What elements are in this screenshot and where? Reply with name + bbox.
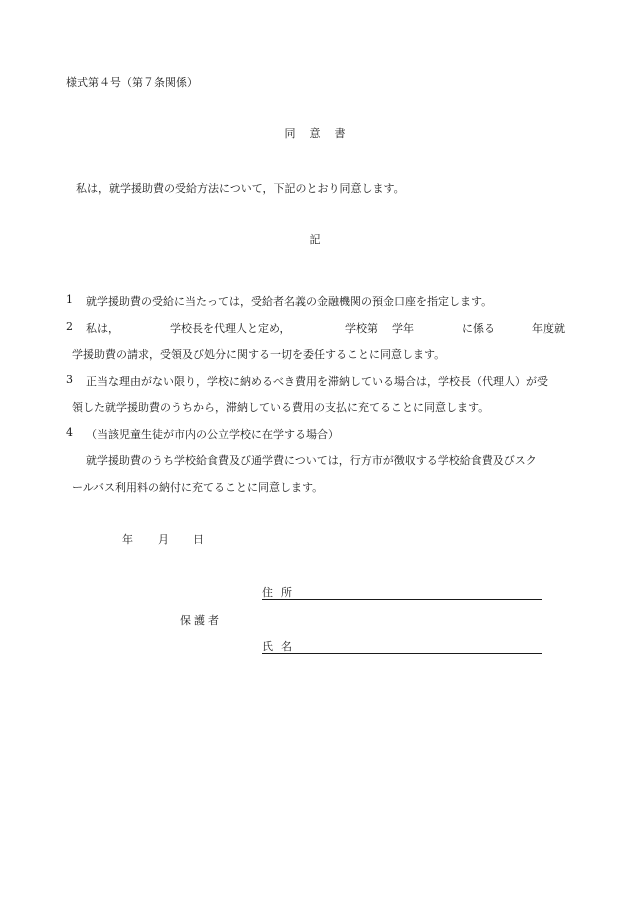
ki-heading: 記 [309, 233, 321, 246]
guardian-label: 保護者 [180, 614, 222, 627]
name-label: 氏名 [262, 640, 300, 653]
item-4-number: 4 [66, 426, 73, 439]
item-3-text-cont: 領した就学援助費のうちから，滞納している費用の支払に充てることに同意します。 [72, 401, 490, 414]
item-2-text-cont: 学援助費の請求，受領及び処分に関する一切を委任することに同意します。 [72, 348, 446, 361]
item-4-condition: （当該児童生徒が市内の公立学校に在学する場合） [86, 428, 339, 441]
address-label: 住所 [262, 586, 300, 599]
item-4-text: 就学援助費のうち学校給食費及び通学費については，行方市が徴収する学校給食費及びスク [86, 454, 537, 467]
address-field[interactable] [262, 584, 542, 600]
item-1-text: 就学援助費の受給に当たっては，受給者名義の金融機関の預金口座を指定します。 [86, 295, 493, 308]
item-2-text-f: 年度就 [532, 322, 565, 335]
item-2-text-d: 学年 [392, 322, 414, 335]
item-2-number: 2 [66, 320, 73, 333]
item-2-text-c: 学校第 [345, 322, 378, 335]
item-2-text-a: 私は， [86, 322, 119, 335]
item-4-text-cont: ールバス利用料の納付に充てることに同意します。 [72, 481, 324, 494]
item-3-number: 3 [66, 373, 73, 386]
intro-paragraph: 私は，就学援助費の受給方法について，下記のとおり同意します。 [76, 182, 405, 195]
date-day: 日 [193, 533, 204, 546]
item-1-number: 1 [66, 293, 73, 306]
item-3-text: 正当な理由がない限り，学校に納めるべき費用を滞納している場合は，学校長（代理人）が受 [86, 375, 548, 388]
date-month: 月 [158, 533, 169, 546]
name-field[interactable] [262, 638, 542, 654]
form-number-label: 様式第４号（第７条関係） [66, 76, 198, 89]
item-2-text-e: に係る [462, 322, 495, 335]
document-title: 同意書 [284, 127, 360, 140]
date-year: 年 [122, 533, 133, 546]
item-2-text-b: 学校長を代理人と定め， [170, 322, 291, 335]
